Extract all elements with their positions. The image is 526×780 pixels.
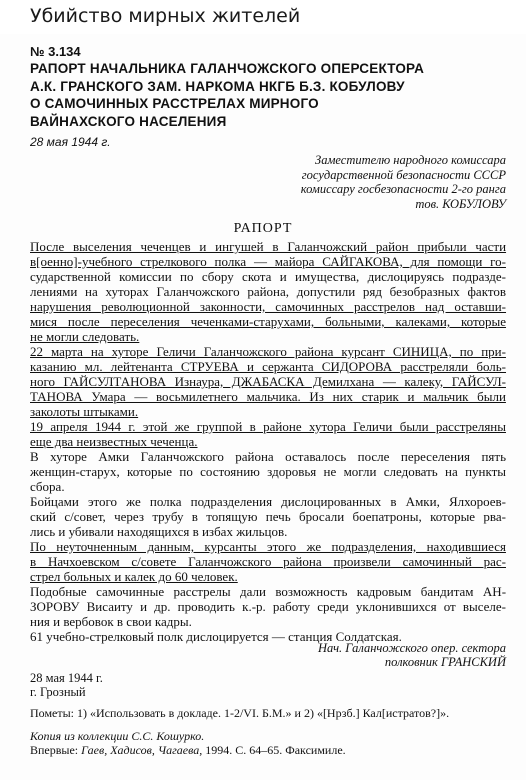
- body-line-text: мися после переселения чеченками-старухами, больными, калеками, которые: [30, 314, 507, 329]
- body-line: [30, 539, 506, 554]
- body-line: [30, 374, 506, 389]
- report-body: [30, 239, 506, 644]
- body-line-text: стрел больных и калек до 60 человек.: [30, 569, 238, 584]
- body-line: [30, 239, 506, 254]
- closing-place: г. Грозный: [30, 685, 86, 699]
- signature-line: Нач. Галанчожского опер. сектора: [317, 641, 506, 655]
- body-line: [30, 359, 506, 374]
- body-line: [30, 404, 506, 419]
- body-line-text: в Начхоевском с/совете Галанчожского района произвели самочинный рас-: [30, 554, 506, 569]
- body-line: [30, 269, 506, 284]
- document-heading: [30, 60, 500, 130]
- addressee-line: государственной безопасности СССР: [301, 167, 506, 182]
- document-date: 28 мая 1944 г.: [30, 135, 111, 149]
- body-line: [30, 254, 506, 269]
- body-line: [30, 599, 506, 614]
- signature-line: полковник ГРАНСКИЙ: [384, 655, 506, 669]
- title-bar: [0, 0, 526, 34]
- copy-source: Копия из коллекции С.С. Кошурко.: [30, 729, 205, 743]
- addressee-line: комиссару госбезопасности 2-го ранга: [300, 182, 506, 196]
- body-line-text: 61 учебно-стрелковый полк дислоцируется — станция Солдатская.: [30, 629, 402, 644]
- heading-line: РАПОРТ НАЧАЛЬНИКА ГАЛАНЧОЖСКОГО ОПЕРСЕКТОРА: [30, 61, 425, 76]
- body-line-text: 22 марта на хуторе Геличи Галанчожского района курсант СИНИЦА, по при-: [30, 344, 506, 359]
- body-line-text: ТАНОВА Умара — восьмилетнего мальчика. Из них старик и мальчик были: [30, 389, 506, 404]
- closing-date: 28 мая 1944 г.: [30, 671, 103, 685]
- heading-line: А.К. ГРАНСКОГО ЗАМ. НАРКОМА НКГБ Б.З. КОБУЛОВУ: [30, 78, 405, 94]
- body-line-text: не могли следовать.: [30, 329, 140, 344]
- body-line: [30, 434, 506, 449]
- body-line: [30, 299, 506, 314]
- body-line-text: сбора.: [30, 479, 65, 494]
- heading-line: О САМОЧИННЫХ РАССТРЕЛАХ МИРНОГО: [30, 96, 319, 111]
- archival-notes: Пометы: 1) «Использовать в докладе. 1-2/VI. Б.М.» и 2) «[Нрзб.] Кал[истратов?]».: [30, 706, 450, 720]
- addressee-line: тов. КОБУЛОВУ: [415, 196, 506, 211]
- page-title: Убийство мирных жителей: [30, 5, 301, 27]
- body-line: [30, 464, 506, 479]
- body-line-text: заколоты штыками.: [30, 404, 139, 419]
- publication-authors: Гаев, Хадисов, Чагаева,: [81, 743, 203, 757]
- addressee-block: [301, 153, 506, 211]
- heading-line: ВАЙНАХСКОГО НАСЕЛЕНИЯ: [30, 113, 227, 129]
- body-line-text: женщин-старух, которые по состоянию здоровья не могли следовать на пункты: [30, 464, 507, 479]
- body-line: [30, 524, 506, 539]
- body-line-text: еще два неизвестных чеченца.: [30, 434, 198, 449]
- body-line-text: После выселения чеченцев и ингушей в Галанчожский район прибыли части: [30, 239, 507, 254]
- publication-details: 1994. С. 64–65. Факсимиле.: [205, 743, 346, 757]
- date-place-block: [30, 671, 103, 699]
- body-line: [30, 614, 506, 629]
- body-line-text: ский с/совет, через трубу в топящую печь бросали боепатроны, которые рва-: [30, 509, 506, 524]
- body-line-text: 19 апреля 1944 г. этой же группой в районе хутора Геличи были расстреляны: [30, 419, 506, 434]
- body-line-text: сударственной комиссии по сбору скота и имущества, дислоцируясь подразде-: [30, 269, 506, 284]
- body-line-text: в[оенно]-учебного стрелкового полка — майора САЙГАКОВА, для помощи го-: [30, 254, 506, 269]
- body-line: [30, 449, 506, 464]
- body-line: [30, 554, 506, 569]
- addressee-line: Заместителю народного комиссара: [315, 153, 506, 167]
- body-line-text: ния и вербовок в свои кадры.: [30, 614, 192, 629]
- body-line: [30, 509, 506, 524]
- body-line-text: казанию мл. лейтенанта СТРУЕВА и сержанта СИДОРОВА расстреляли боль-: [30, 359, 507, 374]
- body-line-text: По неуточненным данным, курсанты этого же подразделения, находившиеся: [30, 539, 506, 554]
- body-line-text: Бойцами этого же полка подразделения дислоцированных в Амки, Ялхороев-: [30, 494, 506, 509]
- publication-info: [30, 743, 346, 758]
- body-line: [30, 569, 506, 584]
- document-number: № 3.134: [30, 44, 81, 59]
- body-line-text: В хуторе Амки Галанчожского района оставалось после переселения пять: [30, 449, 507, 464]
- body-line: [30, 284, 506, 299]
- body-line-text: нарушения революционной законности, самочинных расстрелов над оставши-: [30, 299, 507, 314]
- signature-block: [318, 641, 506, 669]
- body-line: [30, 389, 506, 404]
- body-line: [30, 329, 506, 344]
- body-line-text: ЗОРОВУ Висаиту и др. проводить к.-р. работу среди уклонившихся от выселе-: [30, 599, 506, 614]
- body-line-text: Подобные самочинные расстрелы дали возможность кадровым бандитам АН-: [30, 584, 507, 599]
- body-line-text: лениями на хуторах Галанчожского района, допустили ряд безобразных фактов: [30, 284, 506, 299]
- publication-label: Впервые:: [30, 743, 79, 757]
- body-line: [30, 479, 506, 494]
- body-line: [30, 584, 506, 599]
- report-title: РАПОРТ: [233, 221, 293, 236]
- body-line: [30, 314, 506, 329]
- body-line: [30, 419, 506, 434]
- body-line-text: ного ГАЙСУЛТАНОВА Изнаура, ДЖАБАСКА Демилхана — калеку, ГАЙСУЛ-: [30, 374, 506, 389]
- body-line: [30, 344, 506, 359]
- body-line: [30, 494, 506, 509]
- body-line-text: лись и убивали находящихся в избах жильцов.: [30, 524, 288, 539]
